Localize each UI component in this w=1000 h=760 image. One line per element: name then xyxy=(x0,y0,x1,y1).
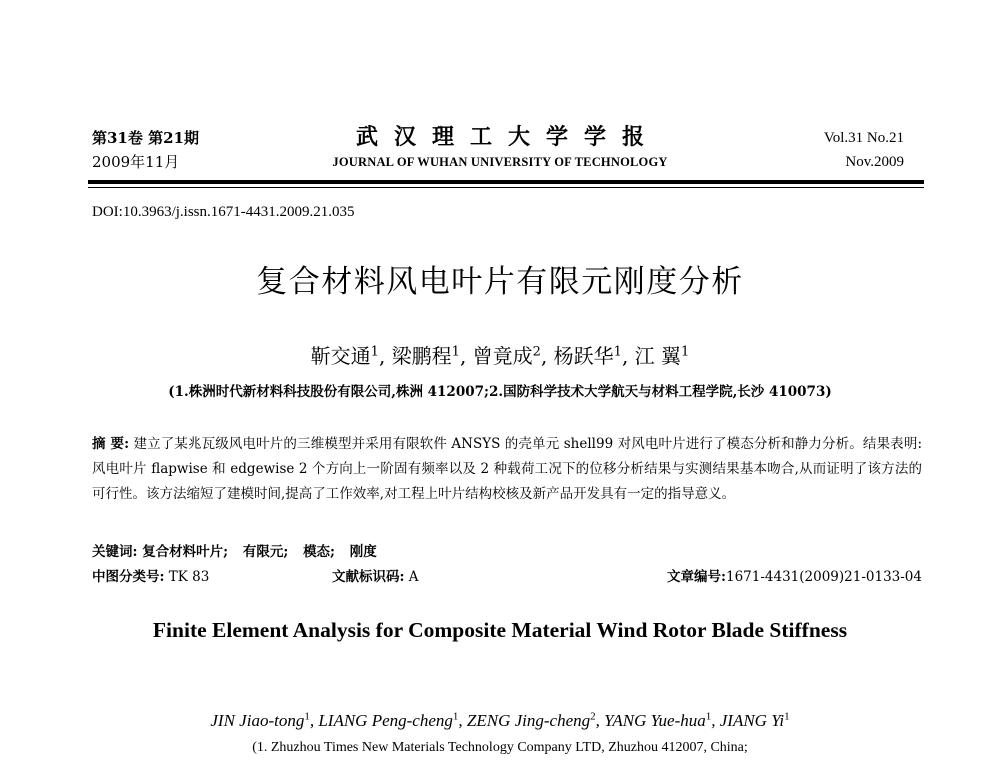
author-en: JIN Jiao-tong$^1$, xyxy=(210,710,315,730)
keyword-item: 复合材料叶片; xyxy=(142,544,229,560)
keyword-item: 模态; xyxy=(303,544,336,560)
keyword-item: 刚度 xyxy=(349,544,377,560)
keywords-label: 关键词: xyxy=(92,544,138,560)
affiliations-cn: (1.株洲时代新材料科技股份有限公司,株洲 412007;2.国防科学技术大学航天与材料工程学院,长沙 410073) xyxy=(168,384,832,400)
date-cn: 2009年11月 xyxy=(92,153,180,171)
keyword-item: 有限元; xyxy=(242,544,289,560)
date-en: Nov.2009 xyxy=(845,154,904,170)
volume-issue-cn: 第31卷 第21期 xyxy=(92,129,199,147)
document-code: 文献标识码: A xyxy=(332,569,419,585)
issue-info-cn xyxy=(92,126,199,174)
authors-cn xyxy=(0,340,1000,369)
authors-en xyxy=(0,710,1000,731)
affiliation-en: (1. Zhuzhou Times New Materials Technology Company LTD, Zhuzhou 412007, China; xyxy=(252,740,748,755)
abstract-text: 建立了某兆瓦级风电叶片的三维模型并采用有限软件 ANSYS 的壳单元 shell99 对风电叶片进行了模态分析和静力分析。结果表明:风电叶片 flapwise 和 edgewise 2 个方向上一阶固有频率以及 2 种载荷工况下的位移分析结果与实测结果基本吻合,从而证明了该方法的可行性。该方法缩短了建模时间,提高了工作效率,对工程上叶片结构校核及新产品开发具有一定的指导意义。 xyxy=(92,436,922,502)
abstract xyxy=(92,432,922,507)
paper-title-en: Finite Element Analysis for Composite Material Wind Rotor Blade Stiffness xyxy=(152,618,848,642)
issue-info-en xyxy=(824,126,904,174)
author-en: LIANG Peng-cheng$^1$, xyxy=(318,710,463,730)
author-cn: 靳交通$^1$, xyxy=(310,344,386,368)
journal-masthead xyxy=(250,122,750,172)
journal-title-en: JOURNAL OF WUHAN UNIVERSITY OF TECHNOLOGY xyxy=(332,155,668,169)
doi[interactable]: DOI:10.3963/j.issn.1671-4431.2009.21.035 xyxy=(92,204,355,220)
author-en: JIANG Yi$^1$ xyxy=(719,710,790,730)
author-cn: 曾竟成$^2$, xyxy=(472,344,548,368)
paper-title-cn: 复合材料风电叶片有限元刚度分析 xyxy=(256,264,744,300)
volume-issue-en: Vol.31 No.21 xyxy=(823,130,904,146)
author-en: ZENG Jing-cheng$^2$, xyxy=(466,710,600,730)
header-rule-thick xyxy=(88,180,924,184)
header-rule-thin xyxy=(88,187,924,188)
author-cn: 杨跃华$^1$, xyxy=(553,344,629,368)
article-number: 文章编号:1671-4431(2009)21-0133-04 xyxy=(667,569,922,585)
clc-number: 中图分类号: TK 83 xyxy=(92,569,210,585)
author-cn: 江 翼$^1$ xyxy=(634,344,690,368)
journal-title-cn: 武汉理工大学学报 xyxy=(355,124,660,150)
author-cn: 梁鹏程$^1$, xyxy=(391,344,467,368)
abstract-label: 摘 要: xyxy=(92,436,130,452)
author-en: YANG Yue-hua$^1$, xyxy=(604,710,716,730)
keywords xyxy=(92,540,387,560)
